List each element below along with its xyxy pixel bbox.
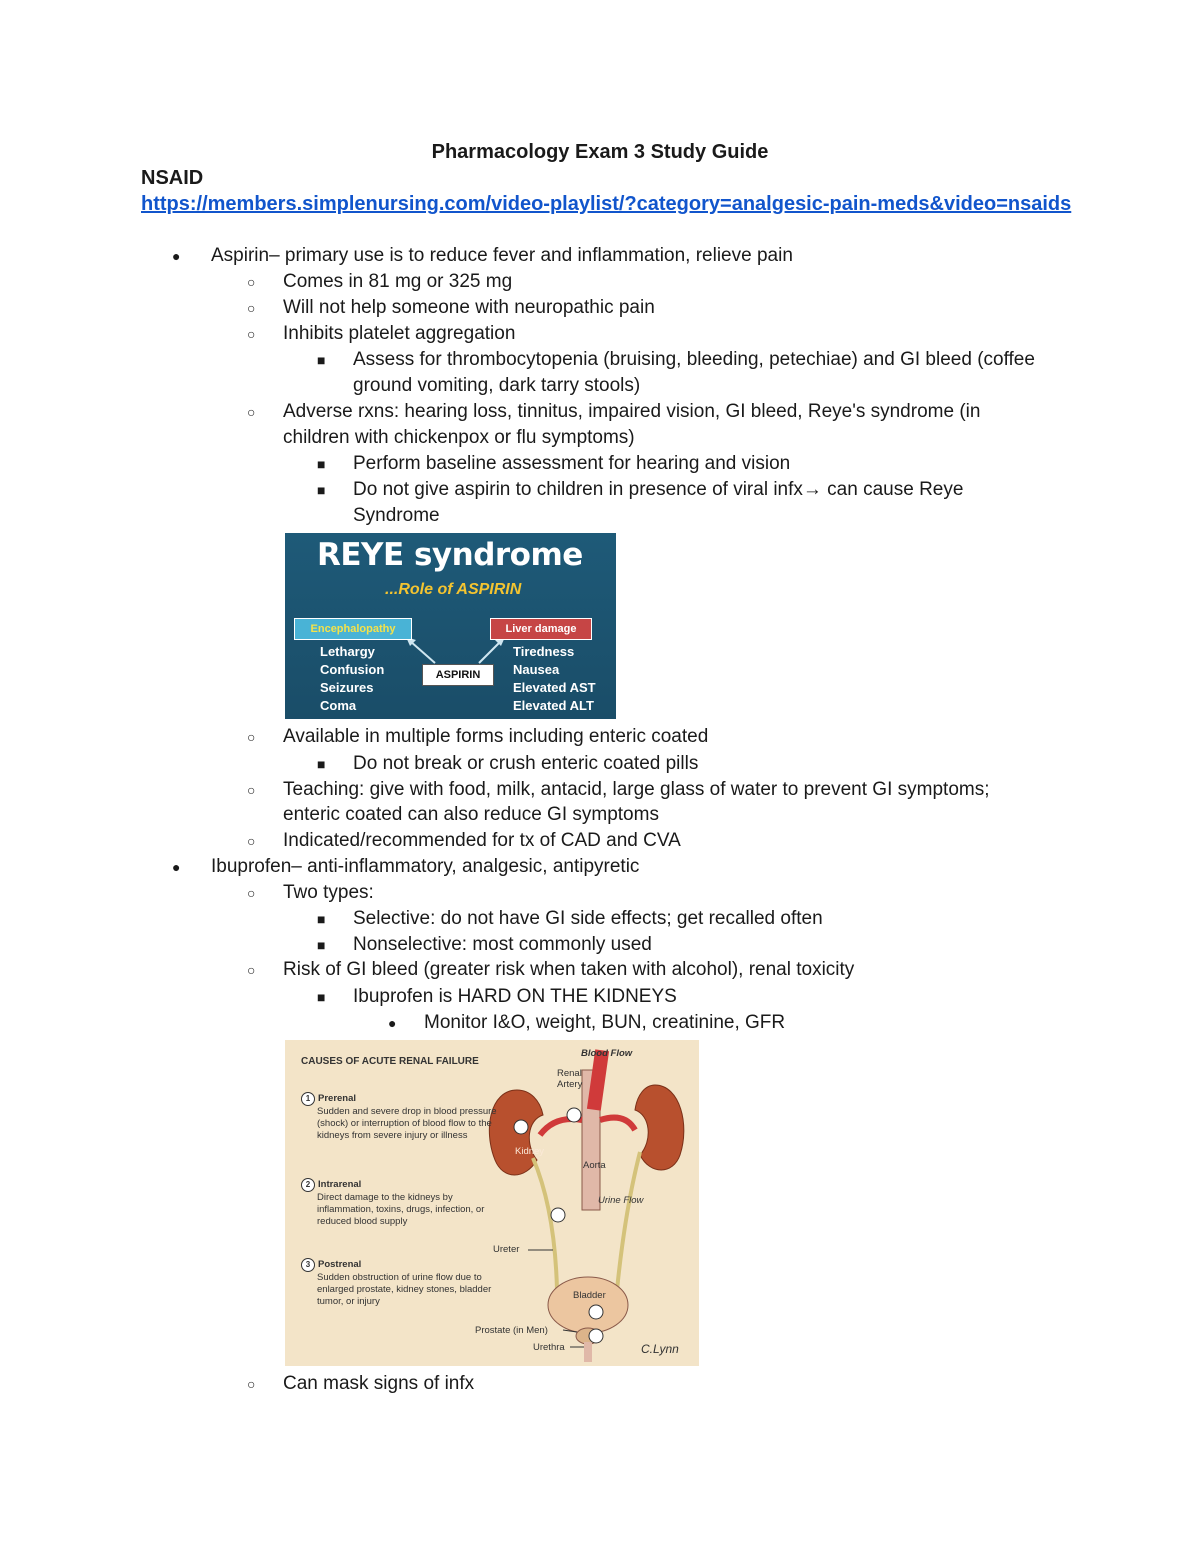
symptom: Elevated ALT: [513, 698, 594, 713]
bullet-icon: ○: [247, 729, 256, 745]
list-item: Indicated/recommended for tx of CAD and CVA: [283, 830, 681, 851]
bullet-icon: ○: [247, 833, 256, 849]
marker-3-icon: 3: [301, 1258, 315, 1272]
bullet-icon: ○: [247, 300, 256, 316]
urethra-label: Urethra: [533, 1342, 565, 1353]
list-item: Teaching: give with food, milk, antacid, large glass of water to prevent GI symptoms;: [283, 779, 990, 800]
list-item-continuation: enteric coated can also reduce GI symptoms: [283, 804, 659, 825]
postrenal-title: Postrenal: [318, 1259, 362, 1270]
reye-subtitle: ...Role of ASPIRIN: [385, 581, 522, 598]
bullet-icon: ○: [247, 885, 256, 901]
encephalopathy-box: Encephalopathy: [294, 618, 412, 640]
symptom: Nausea: [513, 662, 560, 677]
marker-1-icon: 1: [301, 1092, 315, 1106]
list-item-continuation: Syndrome: [353, 505, 440, 526]
page-title: Pharmacology Exam 3 Study Guide: [431, 141, 769, 163]
list-item: Nonselective: most commonly used: [353, 934, 652, 955]
liver-damage-box: Liver damage: [490, 618, 592, 640]
postrenal-section: [301, 1258, 511, 1308]
list-item-continuation: ground vomiting, dark tarry stools): [353, 375, 641, 396]
urine-flow-label: Urine Flow: [598, 1195, 644, 1206]
marker-2-icon: 2: [301, 1178, 315, 1192]
list-item: Inhibits platelet aggregation: [283, 323, 516, 344]
list-item: Comes in 81 mg or 325 mg: [283, 271, 513, 292]
list-item: Ibuprofen– anti-inflammatory, analgesic, antipyretic: [211, 856, 640, 877]
video-link[interactable]: https://members.simplenursing.com/video-playlist/?category=analgesic-pain-meds&video=nsaids: [141, 193, 1072, 215]
list-item: Assess for thrombocytopenia (bruising, bleeding, petechiae) and GI bleed (coffee: [353, 349, 1035, 370]
intrarenal-title: Intrarenal: [318, 1179, 362, 1190]
list-item: Available in multiple forms including enteric coated: [283, 726, 709, 747]
artist-signature: C.Lynn: [641, 1342, 679, 1356]
bullet-icon: ○: [247, 962, 256, 978]
renal-artery-label: Renal Artery: [557, 1068, 583, 1090]
postrenal-text: Sudden obstruction of urine flow due to enlarged prostate, kidney stones, bladder tumor, or injury: [317, 1272, 492, 1307]
list-item: Selective: do not have GI side effects; get recalled often: [353, 908, 823, 929]
prerenal-text: Sudden and severe drop in blood pressure (shock) or interruption of blood flow to the kidneys from severe injury or illness: [317, 1106, 497, 1141]
symptom: Confusion: [320, 662, 385, 677]
bullet-icon: ●: [388, 1015, 397, 1031]
symptom: Lethargy: [320, 644, 375, 659]
prerenal-section: [301, 1092, 511, 1142]
bullet-icon: ○: [247, 404, 256, 420]
list-item: Can mask signs of infx: [283, 1373, 475, 1394]
bullet-icon: ■: [317, 937, 326, 953]
bullet-icon: ■: [317, 989, 326, 1005]
list-item-continuation: children with chickenpox or flu symptoms): [283, 427, 635, 448]
bladder-label: Bladder: [573, 1290, 606, 1301]
reye-syndrome-figure: [285, 533, 616, 719]
symptom: Seizures: [320, 680, 374, 695]
bullet-icon: ○: [247, 1376, 256, 1392]
list-item: Risk of GI bleed (greater risk when taken with alcohol), renal toxicity: [283, 959, 855, 980]
symptom: Elevated AST: [513, 680, 596, 695]
list-item: Adverse rxns: hearing loss, tinnitus, impaired vision, GI bleed, Reye's syndrome (in: [283, 401, 981, 422]
kidney-label: Kidney: [515, 1146, 545, 1157]
section-heading: NSAID: [141, 167, 204, 189]
ureter-label: Ureter: [493, 1244, 520, 1255]
intrarenal-section: [301, 1178, 511, 1228]
bullet-icon: ■: [317, 756, 326, 772]
bullet-icon: ■: [317, 352, 326, 368]
bullet-icon: ■: [317, 482, 326, 498]
list-item: Do not give aspirin to children in presence of viral infx→ can cause Reye: [353, 479, 964, 500]
bullet-icon: ○: [247, 274, 256, 290]
list-item: Will not help someone with neuropathic pain: [283, 297, 655, 318]
symptom: Coma: [320, 698, 357, 713]
list-item: Perform baseline assessment for hearing and vision: [353, 453, 791, 474]
blood-flow-label: Blood Flow: [581, 1048, 633, 1059]
prostate-label: Prostate (in Men): [475, 1325, 548, 1336]
acute-renal-failure-figure: [285, 1040, 699, 1366]
bullet-icon: ○: [247, 326, 256, 342]
reye-title: REYE syndrome: [317, 537, 583, 573]
renal-figure-title: CAUSES OF ACUTE RENAL FAILURE: [301, 1056, 479, 1067]
aorta-label: Aorta: [583, 1160, 606, 1171]
bullet-icon: ●: [172, 248, 181, 264]
list-item: Do not break or crush enteric coated pills: [353, 753, 699, 774]
list-item: Ibuprofen is HARD ON THE KIDNEYS: [353, 986, 677, 1007]
list-item: Monitor I&O, weight, BUN, creatinine, GFR: [424, 1012, 786, 1033]
intrarenal-text: Direct damage to the kidneys by inflammation, toxins, drugs, infection, or reduced blood supply: [317, 1192, 485, 1227]
prerenal-title: Prerenal: [318, 1093, 357, 1104]
bullet-icon: ■: [317, 911, 326, 927]
list-item: Aspirin– primary use is to reduce fever and inflammation, relieve pain: [211, 245, 793, 266]
list-item: Two types:: [283, 882, 374, 903]
bullet-icon: ●: [172, 859, 181, 875]
liver-damage-list: [513, 643, 596, 715]
aspirin-box: ASPIRIN: [422, 664, 494, 686]
symptom: Tiredness: [513, 644, 575, 659]
bullet-icon: ■: [317, 456, 326, 472]
encephalopathy-list: [320, 643, 384, 715]
bullet-icon: ○: [247, 782, 256, 798]
